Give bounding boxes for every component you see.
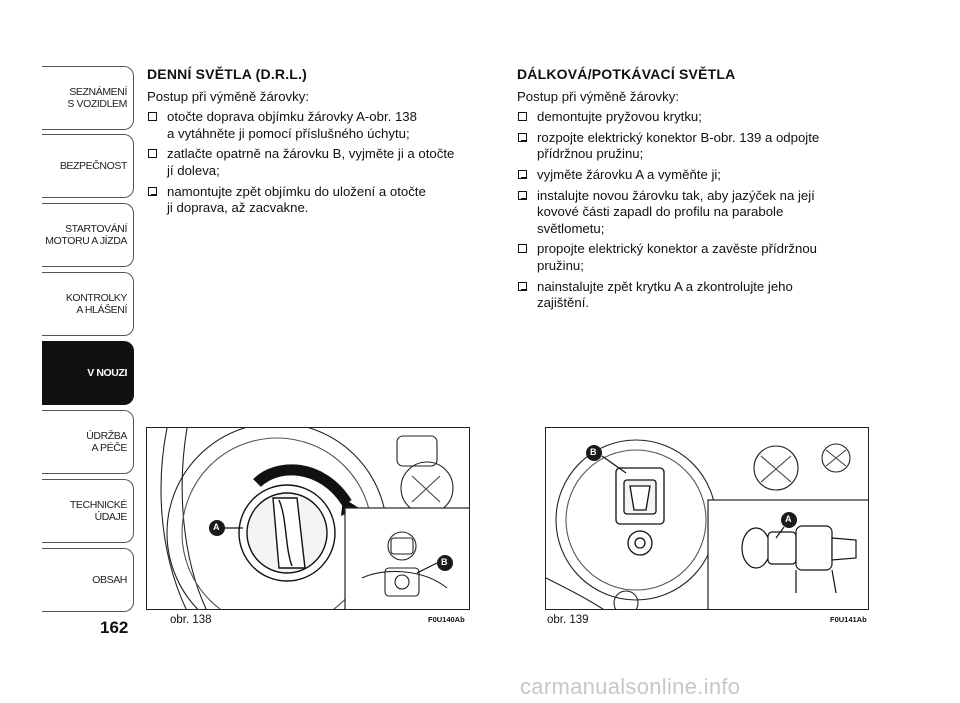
- step-text: instalujte novou žárovku tak, aby jazýček na její kovové části zapadl do profilu na parabole světlometu;: [537, 187, 815, 236]
- step-text: demontujte pryžovou krytku;: [537, 109, 702, 125]
- checkbox-bullet-icon: [518, 133, 527, 142]
- tab-label: SEZNÁMENÍ S VOZIDLEM: [67, 86, 127, 110]
- marker-a-label: A: [785, 514, 792, 524]
- step-text: zatlačte opatrně na žárovku B, vyjměte ji a otočte jí doleva;: [167, 146, 455, 178]
- tab-seznameni[interactable]: [42, 66, 134, 130]
- tab-label: OBSAH: [92, 574, 127, 586]
- marker-b-label: B: [590, 447, 597, 457]
- step-list: [147, 109, 487, 217]
- step-text: namontujte zpět objímku do uložení a otočte ji doprava, až zacvakne.: [167, 183, 426, 216]
- site-watermark: carmanualsonline.info: [520, 674, 741, 699]
- drl-section: [147, 66, 487, 221]
- step-text: otočte doprava objímku žárovky A-obr. 138 a vytáhněte ji pomocí příslušného úchytu;: [167, 109, 417, 141]
- page-number: 162: [100, 618, 129, 637]
- tab-label: KONTROLKY A HLÁŠENÍ: [65, 292, 127, 316]
- section-intro: Postup při výměně žárovky:: [147, 88, 309, 104]
- figure-138-illustration: [146, 427, 470, 610]
- tab-bezpecnost[interactable]: [42, 134, 134, 198]
- step-text: nainstalujte zpět krytku A a zkontrolujte jeho zajištění.: [537, 278, 793, 311]
- section-title: DENNÍ SVĚTLA (D.R.L.): [147, 66, 308, 82]
- list-item: [517, 241, 847, 274]
- step-list: [517, 109, 847, 312]
- section-intro: Postup při výměně žárovky:: [517, 88, 679, 104]
- tab-obsah[interactable]: [42, 548, 134, 612]
- tab-label: STARTOVÁNÍ MOTORU A JÍZDA: [45, 223, 127, 247]
- checkbox-bullet-icon: [518, 191, 527, 200]
- tab-label: TECHNICKÉ ÚDAJE: [69, 499, 127, 523]
- headlight-section: [517, 66, 847, 316]
- marker-a-label: A: [213, 522, 220, 532]
- checkbox-bullet-icon: [148, 112, 157, 121]
- figure-caption: obr. 139: [547, 614, 589, 626]
- tab-label: V NOUZI: [87, 367, 127, 379]
- checkbox-bullet-icon: [518, 112, 527, 121]
- tab-technicke[interactable]: [42, 479, 134, 543]
- list-item: [517, 130, 847, 163]
- tab-label: BEZPEČNOST: [59, 160, 127, 172]
- figure-139-illustration: [545, 427, 869, 610]
- chapter-sidebar: [42, 66, 134, 614]
- checkbox-bullet-icon: [148, 149, 157, 158]
- list-item: [517, 279, 847, 312]
- checkbox-bullet-icon: [518, 282, 527, 291]
- list-item: [147, 146, 487, 179]
- tab-v-nouzi[interactable]: [42, 341, 134, 405]
- drl-bulb-illustration: [147, 428, 470, 610]
- step-text: propojte elektrický konektor a zavěste přídržnou pružinu;: [537, 241, 818, 273]
- tab-udrzba[interactable]: [42, 410, 134, 474]
- list-item: [517, 109, 847, 126]
- checkbox-bullet-icon: [518, 244, 527, 253]
- tab-label: ÚDRŽBA A PÉČE: [86, 430, 127, 454]
- checkbox-bullet-icon: [518, 170, 527, 179]
- figure-code: F0U140Ab: [428, 615, 465, 624]
- list-item: [147, 184, 487, 217]
- list-item: [147, 109, 487, 142]
- list-item: [517, 188, 847, 238]
- section-title: DÁLKOVÁ/POTKÁVACÍ SVĚTLA: [517, 66, 736, 82]
- tab-kontrolky[interactable]: [42, 272, 134, 336]
- tab-startovani[interactable]: [42, 203, 134, 267]
- marker-b-label: B: [441, 557, 448, 567]
- checkbox-bullet-icon: [148, 187, 157, 196]
- figure-code: F0U141Ab: [830, 615, 867, 624]
- step-text: vyjměte žárovku A a vyměňte ji;: [537, 166, 721, 182]
- list-item: [517, 167, 847, 184]
- step-text: rozpojte elektrický konektor B-obr. 139 a odpojte přídržnou pružinu;: [537, 129, 820, 162]
- figure-caption: obr. 138: [170, 614, 212, 626]
